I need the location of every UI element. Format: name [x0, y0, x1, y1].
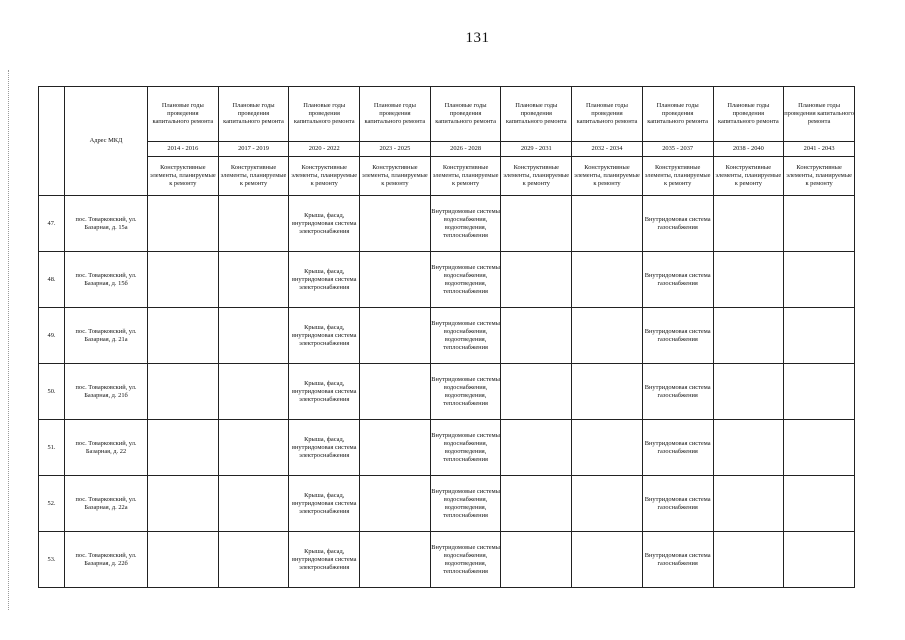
header-elements-label: Конструктивные элементы, планируемые к ремонту — [642, 157, 713, 196]
header-years-label: Плановые годы проведения капитального ремонта — [713, 87, 784, 142]
work-gas: Внутридомовая система газоснабжения — [642, 196, 713, 252]
empty-cell — [713, 252, 784, 308]
empty-cell — [501, 364, 572, 420]
empty-cell — [501, 420, 572, 476]
empty-cell — [218, 252, 289, 308]
empty-cell — [713, 532, 784, 588]
year-range: 2041 - 2043 — [784, 142, 855, 157]
work-roof: Крыша, фасад, внутридомовая система электроснабжения — [289, 532, 360, 588]
empty-cell — [784, 364, 855, 420]
work-roof: Крыша, фасад, внутридомовая система электроснабжения — [289, 476, 360, 532]
empty-cell — [218, 420, 289, 476]
work-water: Внутридомовые системы водоснабжения, водоотведения, теплоснабжения — [430, 476, 501, 532]
row-address: пос. Товарковский, ул. Базарная, д. 22а — [65, 476, 148, 532]
empty-cell — [713, 420, 784, 476]
work-roof: Крыша, фасад, внутридомовая система электроснабжения — [289, 196, 360, 252]
empty-cell — [148, 196, 219, 252]
empty-cell — [360, 532, 431, 588]
header-years-label: Плановые годы проведения капитального ремонта — [360, 87, 431, 142]
row-number: 53. — [39, 532, 65, 588]
empty-cell — [501, 308, 572, 364]
header-address: Адрес МКД — [65, 87, 148, 196]
empty-cell — [784, 420, 855, 476]
work-water: Внутридомовые системы водоснабжения, водоотведения, теплоснабжения — [430, 532, 501, 588]
row-number: 48. — [39, 252, 65, 308]
work-gas: Внутридомовая система газоснабжения — [642, 364, 713, 420]
empty-cell — [218, 196, 289, 252]
header-elements-label: Конструктивные элементы, планируемые к ремонту — [360, 157, 431, 196]
row-address: пос. Товарковский, ул. Базарная, д. 15б — [65, 252, 148, 308]
header-elements-label: Конструктивные элементы, планируемые к ремонту — [501, 157, 572, 196]
work-gas: Внутридомовая система газоснабжения — [642, 308, 713, 364]
year-range: 2032 - 2034 — [572, 142, 643, 157]
table-row — [39, 252, 855, 308]
empty-cell — [360, 196, 431, 252]
header-elements-label: Конструктивные элементы, планируемые к ремонту — [289, 157, 360, 196]
table-row — [39, 476, 855, 532]
empty-cell — [360, 420, 431, 476]
work-gas: Внутридомовая система газоснабжения — [642, 476, 713, 532]
header-years-label: Плановые годы проведения капитального ремонта — [501, 87, 572, 142]
table-row — [39, 196, 855, 252]
empty-cell — [572, 196, 643, 252]
row-address: пос. Товарковский, ул. Базарная, д. 22 — [65, 420, 148, 476]
empty-cell — [148, 476, 219, 532]
year-range: 2026 - 2028 — [430, 142, 501, 157]
empty-cell — [501, 196, 572, 252]
header-elements-label: Конструктивные элементы, планируемые к ремонту — [713, 157, 784, 196]
empty-cell — [360, 252, 431, 308]
empty-cell — [501, 532, 572, 588]
year-range: 2014 - 2016 — [148, 142, 219, 157]
row-address: пос. Товарковский, ул. Базарная, д. 22б — [65, 532, 148, 588]
header-years-label: Плановые годы проведения капитального ремонта — [430, 87, 501, 142]
row-address: пос. Товарковский, ул. Базарная, д. 15а — [65, 196, 148, 252]
year-range: 2035 - 2037 — [642, 142, 713, 157]
header-years-row — [39, 87, 855, 142]
header-years-label: Плановые годы проведения капитального ремонта — [572, 87, 643, 142]
work-roof: Крыша, фасад, внутридомовая система электроснабжения — [289, 252, 360, 308]
empty-cell — [360, 476, 431, 532]
row-address: пос. Товарковский, ул. Базарная, д. 21а — [65, 308, 148, 364]
year-range: 2038 - 2040 — [713, 142, 784, 157]
empty-cell — [360, 308, 431, 364]
empty-cell — [784, 308, 855, 364]
empty-cell — [784, 252, 855, 308]
work-gas: Внутридомовая система газоснабжения — [642, 252, 713, 308]
header-years-label: Плановые годы проведения капитального ремонта — [784, 87, 855, 142]
header-elements-label: Конструктивные элементы, планируемые к ремонту — [148, 157, 219, 196]
empty-cell — [572, 308, 643, 364]
empty-cell — [784, 196, 855, 252]
empty-cell — [572, 532, 643, 588]
empty-cell — [218, 476, 289, 532]
row-number: 52. — [39, 476, 65, 532]
year-range: 2017 - 2019 — [218, 142, 289, 157]
empty-cell — [713, 196, 784, 252]
header-years-label: Плановые годы проведения капитального ремонта — [642, 87, 713, 142]
row-number: 50. — [39, 364, 65, 420]
header-years-label: Плановые годы проведения капитального ремонта — [148, 87, 219, 142]
year-range: 2029 - 2031 — [501, 142, 572, 157]
empty-cell — [148, 364, 219, 420]
scan-margin-marks — [8, 70, 11, 610]
work-roof: Крыша, фасад, внутридомовая система электроснабжения — [289, 364, 360, 420]
work-water: Внутридомовые системы водоснабжения, водоотведения, теплоснабжения — [430, 308, 501, 364]
table-row — [39, 364, 855, 420]
header-elements-label: Конструктивные элементы, планируемые к ремонту — [572, 157, 643, 196]
row-address: пос. Товарковский, ул. Базарная, д. 21б — [65, 364, 148, 420]
empty-cell — [572, 476, 643, 532]
repair-schedule-table — [38, 86, 855, 588]
header-elements-label: Конструктивные элементы, планируемые к ремонту — [784, 157, 855, 196]
header-number-cell — [39, 87, 65, 196]
row-number: 47. — [39, 196, 65, 252]
work-roof: Крыша, фасад, внутридомовая система электроснабжения — [289, 308, 360, 364]
header-years-label: Плановые годы проведения капитального ремонта — [289, 87, 360, 142]
table-row — [39, 532, 855, 588]
header-elements-label: Конструктивные элементы, планируемые к ремонту — [430, 157, 501, 196]
empty-cell — [218, 308, 289, 364]
empty-cell — [572, 364, 643, 420]
empty-cell — [713, 364, 784, 420]
empty-cell — [784, 476, 855, 532]
empty-cell — [784, 532, 855, 588]
year-range: 2020 - 2022 — [289, 142, 360, 157]
work-water: Внутридомовые системы водоснабжения, водоотведения, теплоснабжения — [430, 196, 501, 252]
table-row — [39, 308, 855, 364]
empty-cell — [218, 532, 289, 588]
header-range-row — [39, 142, 855, 157]
work-gas: Внутридомовая система газоснабжения — [642, 532, 713, 588]
row-number: 51. — [39, 420, 65, 476]
work-gas: Внутридомовая система газоснабжения — [642, 420, 713, 476]
empty-cell — [148, 252, 219, 308]
work-roof: Крыша, фасад, внутридомовая система электроснабжения — [289, 420, 360, 476]
table-row — [39, 420, 855, 476]
empty-cell — [501, 476, 572, 532]
row-number: 49. — [39, 308, 65, 364]
empty-cell — [148, 532, 219, 588]
empty-cell — [148, 420, 219, 476]
page-number: 131 — [465, 30, 490, 46]
empty-cell — [148, 308, 219, 364]
empty-cell — [218, 364, 289, 420]
empty-cell — [360, 364, 431, 420]
empty-cell — [713, 308, 784, 364]
empty-cell — [713, 476, 784, 532]
work-water: Внутридомовые системы водоснабжения, водоотведения, теплоснабжения — [430, 364, 501, 420]
empty-cell — [572, 252, 643, 308]
header-elements-label: Конструктивные элементы, планируемые к ремонту — [218, 157, 289, 196]
year-range: 2023 - 2025 — [360, 142, 431, 157]
work-water: Внутридомовые системы водоснабжения, водоотведения, теплоснабжения — [430, 252, 501, 308]
empty-cell — [572, 420, 643, 476]
empty-cell — [501, 252, 572, 308]
work-water: Внутридомовые системы водоснабжения, водоотведения, теплоснабжения — [430, 420, 501, 476]
header-years-label: Плановые годы проведения капитального ремонта — [218, 87, 289, 142]
header-elements-row — [39, 157, 855, 196]
